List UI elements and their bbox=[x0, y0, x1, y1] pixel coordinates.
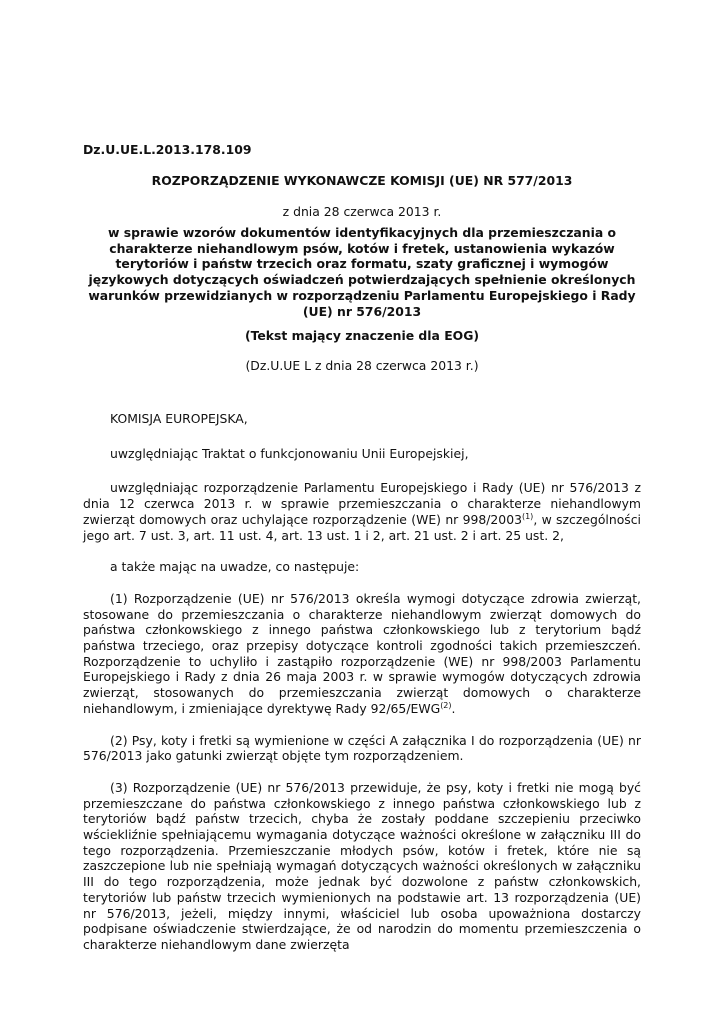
footnote-2-link[interactable]: (2) bbox=[440, 700, 452, 710]
recital-1-end: . bbox=[451, 700, 456, 716]
whereas-intro: a także mając na uwadze, co następuje: bbox=[110, 559, 360, 575]
document-body bbox=[83, 411, 641, 969]
regulation-title: ROZPORZĄDZENIE WYKONAWCZE KOMISJI (UE) NR 577/2013 bbox=[151, 173, 573, 188]
footnote-1-link[interactable]: (1) bbox=[521, 511, 534, 521]
regulation-citation-text-end: , w szczególności jego art. 7 ust. 3, art. 11 ust. 4, art. 13 ust. 1 i 2, art. 21 ust. 2 i art. 25 ust. 2, bbox=[83, 511, 641, 543]
regulation-subject: w sprawie wzorów dokumentów identyfikacyjnych dla przemieszczania o charakterze niehandlowym psów, kotów i fretek, ustanowienia wykazów terytoriów i państw trzecich oraz formatu, szaty graficznej i wymogów językowych dotyczących oświadczeń potwierdzających spełnienie określonych warunków przewidzianych w rozporządzeniu Parlamentu Europejskiego i Rady (UE) nr 576/2013 bbox=[88, 225, 636, 319]
regulation-citation bbox=[83, 480, 641, 543]
treaty-citation: uwzględniając Traktat o funkcjonowaniu Unii Europejskiej, bbox=[110, 445, 469, 461]
commission-paragraph: KOMISJA EUROPEJSKA, bbox=[110, 411, 248, 426]
recital-2: (2) Psy, koty i fretki są wymienione w części A załącznika I do rozporządzenia (UE) nr 576/2013 jako gatunki zwierząt objęte tym rozporządzeniem. bbox=[83, 732, 641, 764]
recital-1-text: (1) Rozporządzenie (UE) nr 576/2013 określa wymogi dotyczące zdrowia zwierząt, stosowane do przemieszczania o charakterze niehandlowym zwierząt domowych do państwa członkowskiego z innego państwa członkowskiego lub z terytorium bądź państwa trzeciego, oraz przepisy dotyczące kontroli zgodności takich przemieszczeń. Rozporządzenie to uchyliło i zastąpiło rozporządzenie (WE) nr 998/2003 Parlamentu Europejskiego i Rady z dnia 26 maja 2003 r. w sprawie wymogów dotyczących zdrowia zwierząt, stosowanych do przemieszczania zwierząt domowych o charakterze niehandlowym, i zmieniające dyrektywę Rady 92/65/EWG bbox=[83, 590, 641, 716]
regulation-date: z dnia 28 czerwca 2013 r. bbox=[282, 204, 442, 219]
recital-3: (3) Rozporządzenie (UE) nr 576/2013 przewiduje, że psy, koty i fretki nie mogą być przemieszczane do państwa członkowskiego z innego państwa członkowskiego lub z terytoriów bądź państw trzecich, chyba że zostały poddane szczepieniu przeciwko wściekliźnie spełniającemu wymagania dotyczące ważności określone w załączniku III do tego rozporządzenia. Przemieszczanie młodych psów, kotów i fretek, które nie są zaszczepione lub nie spełniają wymagań dotyczących ważności określonych w załączniku III do tego rozporządzenia, może jednak być dozwolone z państw członkowskich, terytoriów lub państw trzecich wymienionych na podstawie art. 13 rozporządzenia (UE) nr 576/2013, jeżeli, między innymi, właściciel lub osoba upoważniona dostarczy podpisane oświadczenie stwierdzające, że od narodzin do momentu przemieszczenia o charakterze niehandlowym dane zwierzęta bbox=[83, 779, 641, 952]
official-journal-reference: (Dz.U.UE L z dnia 28 czerwca 2013 r.) bbox=[245, 358, 479, 373]
eea-relevance-note: (Tekst mający znaczenie dla EOG) bbox=[244, 328, 480, 343]
recital-1 bbox=[83, 591, 641, 717]
document-reference: Dz.U.UE.L.2013.178.109 bbox=[83, 142, 252, 157]
regulation-citation-text: uwzględniając rozporządzenie Parlamentu Europejskiego i Rady (UE) nr 576/2013 z dnia 12 czerwca 2013 r. w sprawie przemieszczania o charakterze niehandlowym zwierząt domowych oraz uchylające rozporządzenie (WE) nr 998/2003 bbox=[83, 480, 641, 527]
